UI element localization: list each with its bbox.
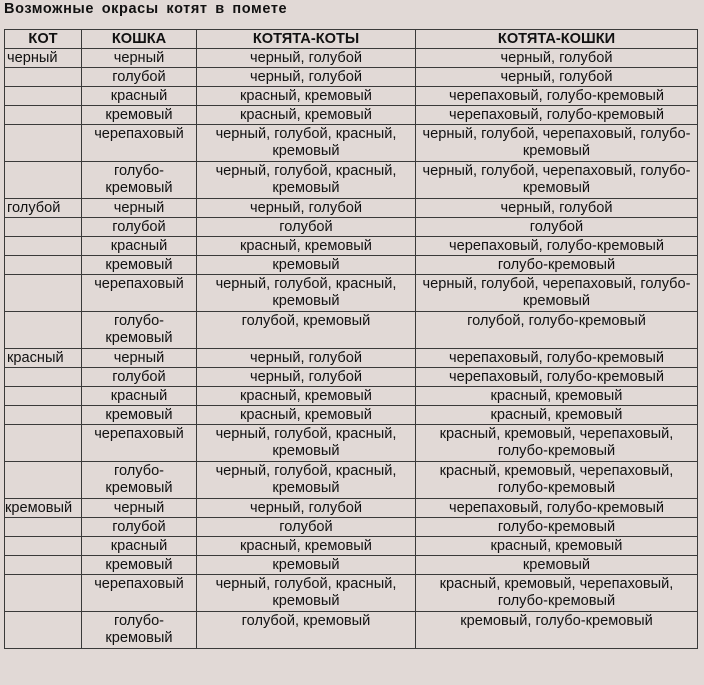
cat-color-cell <box>5 387 82 406</box>
cat-color-cell <box>5 87 82 106</box>
table-row <box>5 162 698 199</box>
cat-color-cell <box>5 256 82 275</box>
cat-color-cell <box>5 406 82 425</box>
mother-color-cell: черный <box>82 199 197 218</box>
mother-color-cell: кремовый <box>82 406 197 425</box>
cat-color-cell: красный <box>5 349 82 368</box>
cat-color-cell <box>5 68 82 87</box>
cat-color-cell <box>5 125 82 162</box>
female-kittens-cell: черный, голубой, черепаховый, голубо-кремовый <box>416 275 698 312</box>
cat-color-cell <box>5 537 82 556</box>
male-kittens-cell: кремовый <box>197 556 416 575</box>
female-kittens-cell: красный, кремовый, черепаховый, голубо-кремовый <box>416 575 698 612</box>
male-kittens-cell: красный, кремовый <box>197 537 416 556</box>
female-kittens-cell: черепаховый, голубо-кремовый <box>416 87 698 106</box>
mother-color-cell: голубой <box>82 68 197 87</box>
female-kittens-cell: красный, кремовый <box>416 406 698 425</box>
mother-color-cell: голубо-кремовый <box>82 612 197 649</box>
cat-color-cell <box>5 612 82 649</box>
mother-color-cell: черепаховый <box>82 575 197 612</box>
mother-color-cell: черный <box>82 499 197 518</box>
female-kittens-cell: черепаховый, голубо-кремовый <box>416 237 698 256</box>
mother-color-cell: красный <box>82 237 197 256</box>
male-kittens-cell: голубой <box>197 518 416 537</box>
table-row <box>5 275 698 312</box>
male-kittens-cell: красный, кремовый <box>197 106 416 125</box>
table-row <box>5 106 698 125</box>
mother-color-cell: черепаховый <box>82 425 197 462</box>
cat-color-cell <box>5 106 82 125</box>
kitten-colors-table-wrapper <box>4 29 698 649</box>
table-row <box>5 349 698 368</box>
table-row <box>5 518 698 537</box>
mother-color-cell: кремовый <box>82 556 197 575</box>
female-kittens-cell: черный, голубой, черепаховый, голубо-кремовый <box>416 125 698 162</box>
kitten-colors-table <box>4 29 698 649</box>
male-kittens-cell: черный, голубой, красный, кремовый <box>197 575 416 612</box>
table-row <box>5 256 698 275</box>
cat-color-cell <box>5 237 82 256</box>
female-kittens-cell: черный, голубой <box>416 199 698 218</box>
male-kittens-cell: красный, кремовый <box>197 387 416 406</box>
header-male-kittens: КОТЯТА-КОТЫ <box>197 30 416 49</box>
mother-color-cell: кремовый <box>82 256 197 275</box>
table-row <box>5 87 698 106</box>
table-row <box>5 218 698 237</box>
mother-color-cell: голубой <box>82 518 197 537</box>
female-kittens-cell: черный, голубой <box>416 68 698 87</box>
female-kittens-cell: кремовый, голубо-кремовый <box>416 612 698 649</box>
male-kittens-cell: черный, голубой, красный, кремовый <box>197 462 416 499</box>
female-kittens-cell: черепаховый, голубо-кремовый <box>416 368 698 387</box>
female-kittens-cell: голубой, голубо-кремовый <box>416 312 698 349</box>
male-kittens-cell: красный, кремовый <box>197 87 416 106</box>
table-row <box>5 368 698 387</box>
female-kittens-cell: красный, кремовый <box>416 537 698 556</box>
cat-color-cell <box>5 462 82 499</box>
mother-color-cell: голубо-кремовый <box>82 312 197 349</box>
table-body <box>5 49 698 649</box>
female-kittens-cell: красный, кремовый, черепаховый, голубо-кремовый <box>416 462 698 499</box>
cat-color-cell <box>5 162 82 199</box>
female-kittens-cell: голубо-кремовый <box>416 518 698 537</box>
table-row <box>5 612 698 649</box>
male-kittens-cell: красный, кремовый <box>197 237 416 256</box>
cat-color-cell: кремовый <box>5 499 82 518</box>
cat-color-cell <box>5 312 82 349</box>
mother-color-cell: черепаховый <box>82 125 197 162</box>
female-kittens-cell: черный, голубой, черепаховый, голубо-кремовый <box>416 162 698 199</box>
table-row <box>5 462 698 499</box>
male-kittens-cell: черный, голубой <box>197 499 416 518</box>
table-row <box>5 499 698 518</box>
table-row <box>5 387 698 406</box>
cat-color-cell <box>5 425 82 462</box>
table-row <box>5 125 698 162</box>
mother-color-cell: голубой <box>82 368 197 387</box>
cat-color-cell <box>5 218 82 237</box>
male-kittens-cell: черный, голубой <box>197 368 416 387</box>
header-mom: КОШКА <box>82 30 197 49</box>
mother-color-cell: красный <box>82 87 197 106</box>
male-kittens-cell: черный, голубой <box>197 349 416 368</box>
table-row <box>5 68 698 87</box>
header-cat: КОТ <box>5 30 82 49</box>
male-kittens-cell: кремовый <box>197 256 416 275</box>
page-title: Возможные окрасы котят в помете <box>4 1 288 17</box>
female-kittens-cell: черепаховый, голубо-кремовый <box>416 106 698 125</box>
female-kittens-cell: кремовый <box>416 556 698 575</box>
female-kittens-cell: красный, кремовый <box>416 387 698 406</box>
male-kittens-cell: черный, голубой, красный, кремовый <box>197 162 416 199</box>
table-row <box>5 237 698 256</box>
table-row <box>5 575 698 612</box>
male-kittens-cell: черный, голубой, красный, кремовый <box>197 275 416 312</box>
female-kittens-cell: черепаховый, голубо-кремовый <box>416 349 698 368</box>
cat-color-cell: черный <box>5 49 82 68</box>
table-row <box>5 537 698 556</box>
male-kittens-cell: черный, голубой <box>197 49 416 68</box>
mother-color-cell: черный <box>82 349 197 368</box>
female-kittens-cell: голубой <box>416 218 698 237</box>
female-kittens-cell: черепаховый, голубо-кремовый <box>416 499 698 518</box>
table-row <box>5 199 698 218</box>
table-header-row <box>5 30 698 49</box>
mother-color-cell: черный <box>82 49 197 68</box>
female-kittens-cell: голубо-кремовый <box>416 256 698 275</box>
male-kittens-cell: черный, голубой <box>197 199 416 218</box>
male-kittens-cell: черный, голубой <box>197 68 416 87</box>
cat-color-cell <box>5 575 82 612</box>
table-row <box>5 425 698 462</box>
male-kittens-cell: черный, голубой, красный, кремовый <box>197 125 416 162</box>
header-female-kittens: КОТЯТА-КОШКИ <box>416 30 698 49</box>
table-row <box>5 556 698 575</box>
mother-color-cell: голубо-кремовый <box>82 462 197 499</box>
male-kittens-cell: голубой, кремовый <box>197 312 416 349</box>
female-kittens-cell: красный, кремовый, черепаховый, голубо-кремовый <box>416 425 698 462</box>
cat-color-cell <box>5 556 82 575</box>
mother-color-cell: голубой <box>82 218 197 237</box>
mother-color-cell: голубо-кремовый <box>82 162 197 199</box>
male-kittens-cell: голубой <box>197 218 416 237</box>
mother-color-cell: красный <box>82 387 197 406</box>
table-row <box>5 49 698 68</box>
cat-color-cell <box>5 518 82 537</box>
mother-color-cell: красный <box>82 537 197 556</box>
male-kittens-cell: красный, кремовый <box>197 406 416 425</box>
table-row <box>5 312 698 349</box>
cat-color-cell <box>5 368 82 387</box>
female-kittens-cell: черный, голубой <box>416 49 698 68</box>
mother-color-cell: черепаховый <box>82 275 197 312</box>
male-kittens-cell: черный, голубой, красный, кремовый <box>197 425 416 462</box>
mother-color-cell: кремовый <box>82 106 197 125</box>
cat-color-cell: голубой <box>5 199 82 218</box>
table-row <box>5 406 698 425</box>
cat-color-cell <box>5 275 82 312</box>
male-kittens-cell: голубой, кремовый <box>197 612 416 649</box>
